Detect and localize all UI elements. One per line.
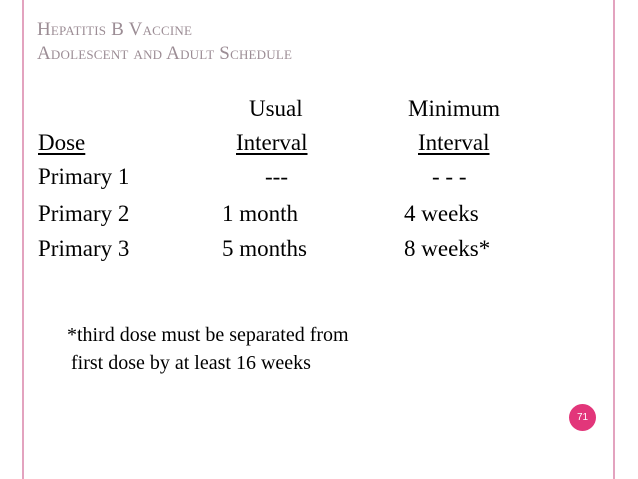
row-3-usual: 5 months — [222, 236, 307, 261]
row-2-dose: Primary 2 — [38, 201, 130, 226]
slide-title — [37, 18, 292, 66]
header-minimum-line-2: Interval — [418, 130, 490, 155]
row-1-usual: --- — [265, 164, 288, 189]
header-usual-line-2: Interval — [236, 130, 308, 155]
row-2-minimum: 4 weeks — [404, 201, 479, 226]
page-number-badge — [569, 404, 596, 431]
footnote-line-2: first dose by at least 16 weeks — [71, 352, 311, 374]
slide-title-line-2: Adolescent and Adult Schedule — [37, 43, 293, 64]
header-dose: Dose — [38, 130, 86, 155]
slide-border-right — [613, 0, 615, 479]
slide-border-left — [22, 0, 24, 479]
row-2-usual: 1 month — [222, 201, 299, 226]
page-number: 71 — [576, 412, 589, 423]
slide-title-line-1: Hepatitis B Vaccine — [37, 19, 193, 40]
header-minimum-line-1: Minimum — [408, 96, 501, 121]
footnote-line-1: *third dose must be separated from — [67, 324, 349, 346]
row-1-dose: Primary 1 — [38, 164, 130, 189]
header-usual-line-1: Usual — [249, 96, 303, 121]
row-1-minimum: - - - — [432, 164, 467, 189]
row-3-minimum: 8 weeks* — [404, 236, 491, 261]
row-3-dose: Primary 3 — [38, 236, 130, 261]
